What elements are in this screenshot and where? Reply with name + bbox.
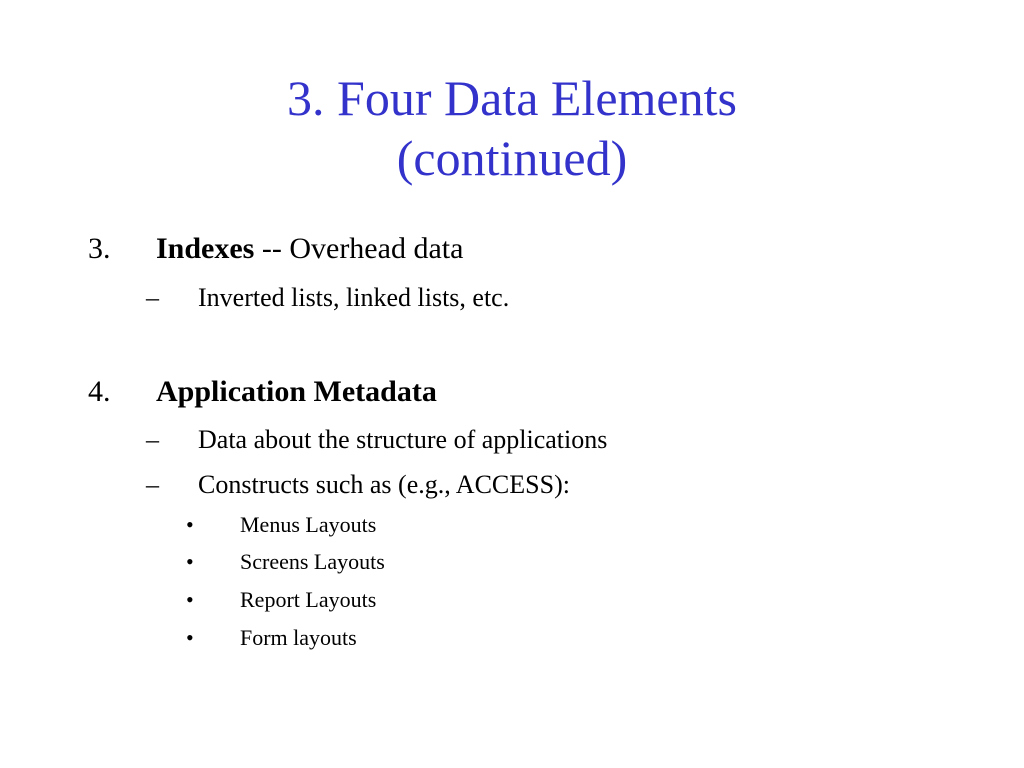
bullet-marker: • (186, 587, 194, 612)
subitem-text: Inverted lists, linked lists, etc. (198, 283, 510, 312)
bullet-marker: • (186, 512, 194, 537)
bullet-text: Form layouts (240, 625, 357, 650)
section-heading-rest: -- Overhead data (254, 232, 464, 265)
bullet-text: Screens Layouts (240, 549, 385, 574)
section-number: 4. (88, 375, 111, 408)
dash-marker: – (146, 470, 159, 499)
section-heading (156, 375, 437, 409)
section-heading-bold: Application Metadata (156, 375, 437, 408)
bullet-marker: • (186, 549, 194, 574)
slide-title-line-1: 3. Four Data Elements (287, 70, 737, 126)
bullet-text: Menus Layouts (240, 512, 377, 537)
dash-marker: – (146, 283, 159, 312)
bullet-text: Report Layouts (240, 587, 377, 612)
section-number: 3. (88, 232, 111, 265)
section-heading (156, 232, 463, 266)
dash-marker: – (146, 425, 159, 454)
subitem-text: Constructs such as (e.g., ACCESS): (198, 470, 570, 499)
slide-title (0, 68, 1024, 188)
bullet-marker: • (186, 625, 194, 650)
slide-title-line-2: (continued) (396, 130, 628, 186)
section-heading-bold: Indexes (156, 232, 255, 265)
subitem-text: Data about the structure of applications (198, 425, 608, 454)
